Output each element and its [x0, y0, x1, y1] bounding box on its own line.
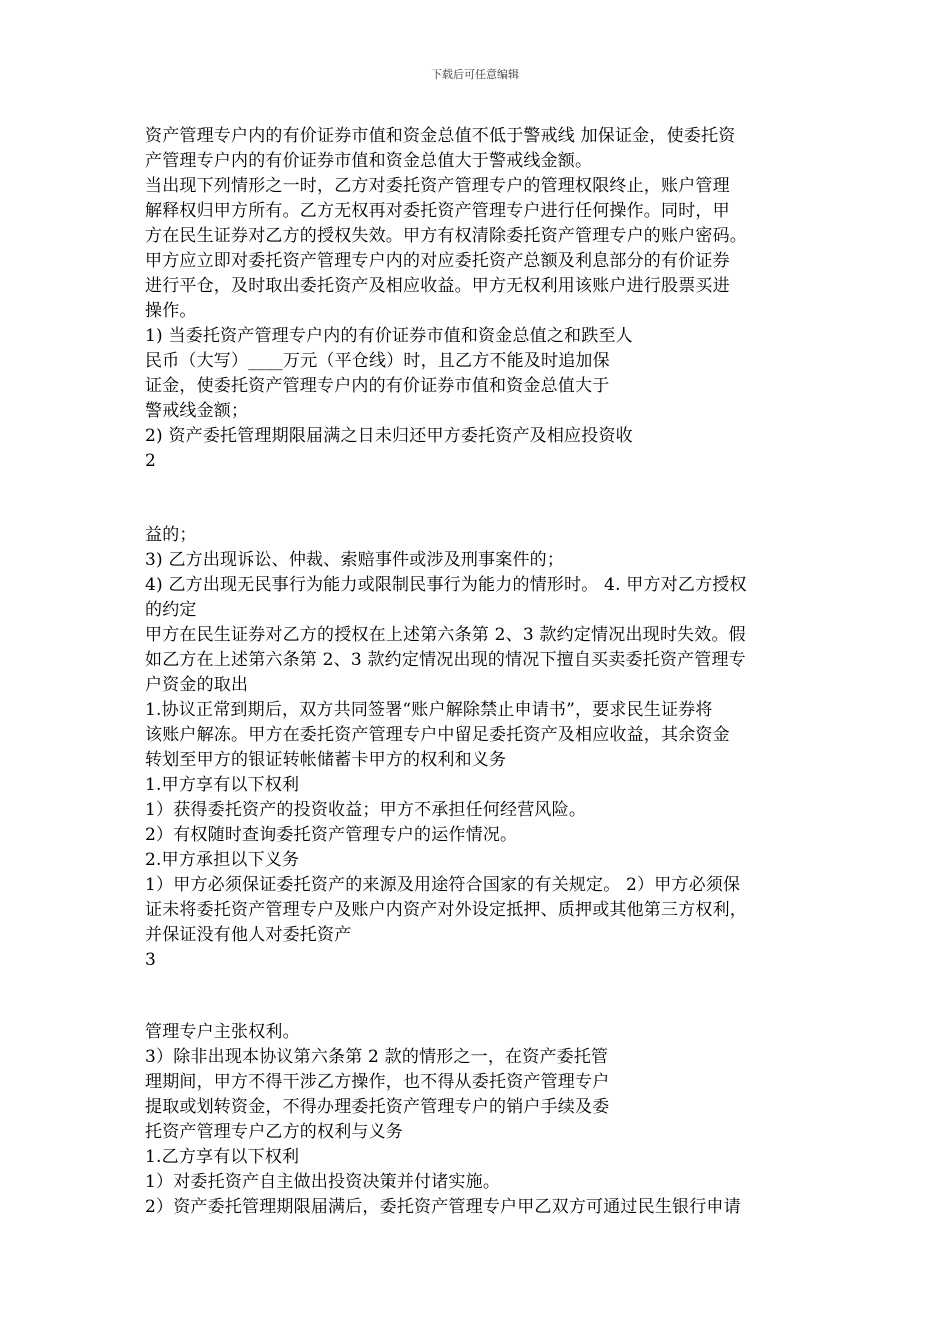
text-line: 转划至甲方的银证转帐储蓄卡甲方的权利和义务: [145, 750, 507, 770]
text-line: 警戒线金额；: [145, 401, 249, 421]
text-line: 益的；: [145, 525, 197, 545]
text-line: 3) 乙方出现诉讼、仲裁、索赔事件或涉及刑事案件的；: [145, 550, 565, 570]
text-line: 理期间，甲方不得干涉乙方操作，也不得从委托资产管理专户: [145, 1072, 610, 1092]
text-line: 甲方在民生证券对乙方的授权在上述第六条第 2、3 款约定情况出现时失效。假: [145, 625, 746, 645]
text-line: 3）除非出现本协议第六条第 2 款的情形之一，在资产委托管: [145, 1047, 609, 1067]
text-line: 1）甲方必须保证委托资产的来源及用途符合国家的有关规定。 2）甲方必须保: [145, 875, 741, 895]
text-line: 操作。: [145, 301, 197, 321]
page-number: 3: [145, 950, 157, 970]
text-line: 证金，使委托资产管理专户内的有价证券市值和资金总值大于: [145, 376, 610, 396]
text-line: 2) 资产委托管理期限届满之日未归还甲方委托资产及相应投资收: [145, 426, 633, 446]
text-line: 户资金的取出: [145, 675, 249, 695]
text-line: 提取或划转资金，不得办理委托资产管理专户的销户手续及委: [145, 1097, 610, 1117]
text-line: 1.乙方享有以下权利: [145, 1147, 300, 1167]
text-line: 该账户解冻。甲方在委托资产管理专户中留足委托资产及相应收益，其余资金: [145, 725, 730, 745]
text-line: 管理专户主张权利。: [145, 1022, 300, 1042]
text-line: 产管理专户内的有价证券市值和资金总值大于警戒线金额。: [145, 151, 593, 171]
text-line: 1.协议正常到期后，双方共同签署“账户解除禁止申请书”，要求民生证券将: [145, 700, 713, 720]
text-line: 2）资产委托管理期限届满后，委托资产管理专户甲乙双方可通过民生银行申请: [145, 1197, 741, 1217]
text-line: 2.甲方承担以下义务: [145, 850, 300, 870]
text-line: 4) 乙方出现无民事行为能力或限制民事行为能力的情形时。 4. 甲方对乙方授权: [145, 575, 747, 595]
text-line: 进行平仓，及时取出委托资产及相应收益。甲方无权利用该账户进行股票买进: [145, 276, 730, 296]
text-line: 并保证没有他人对委托资产: [145, 925, 352, 945]
text-line: 方在民生证券对乙方的授权失效。甲方有权清除委托资产管理专户的账户密码。: [145, 226, 747, 246]
page-header-note: 下载后可任意编辑: [431, 68, 519, 81]
page-number: 2: [145, 451, 157, 471]
text-line: 解释权归甲方所有。乙方无权再对委托资产管理专户进行任何操作。同时，甲: [145, 201, 730, 221]
text-line: 甲方应立即对委托资产管理专户内的对应委托资产总额及利息部分的有价证券: [145, 251, 730, 271]
text-line: 资产管理专户内的有价证券市值和资金总值不低于警戒线 加保证金，使委托资: [145, 126, 736, 146]
text-line: 1.甲方享有以下权利: [145, 775, 300, 795]
text-line: 的约定: [145, 600, 197, 620]
text-line: 托资产管理专户乙方的权利与义务: [145, 1122, 403, 1142]
text-line: 证未将委托资产管理专户及账户内资产对外设定抵押、质押或其他第三方权利，: [145, 900, 747, 920]
text-line: 1）对委托资产自主做出投资决策并付诸实施。: [145, 1172, 501, 1192]
text-line: 1) 当委托资产管理专户内的有价证券市值和资金总值之和跌至人: [145, 326, 633, 346]
text-line: 当出现下列情形之一时，乙方对委托资产管理专户的管理权限终止，账户管理: [145, 176, 730, 196]
text-line: 2）有权随时查询委托资产管理专户的运作情况。: [145, 825, 518, 845]
text-line: 1）获得委托资产的投资收益；甲方不承担任何经营风险。: [145, 800, 587, 820]
text-line: 民币（大写）____万元（平仓线）时，且乙方不能及时追加保: [145, 351, 610, 371]
text-line: 如乙方在上述第六条第 2、3 款约定情况出现的情况下擅自买卖委托资产管理专: [145, 650, 746, 670]
